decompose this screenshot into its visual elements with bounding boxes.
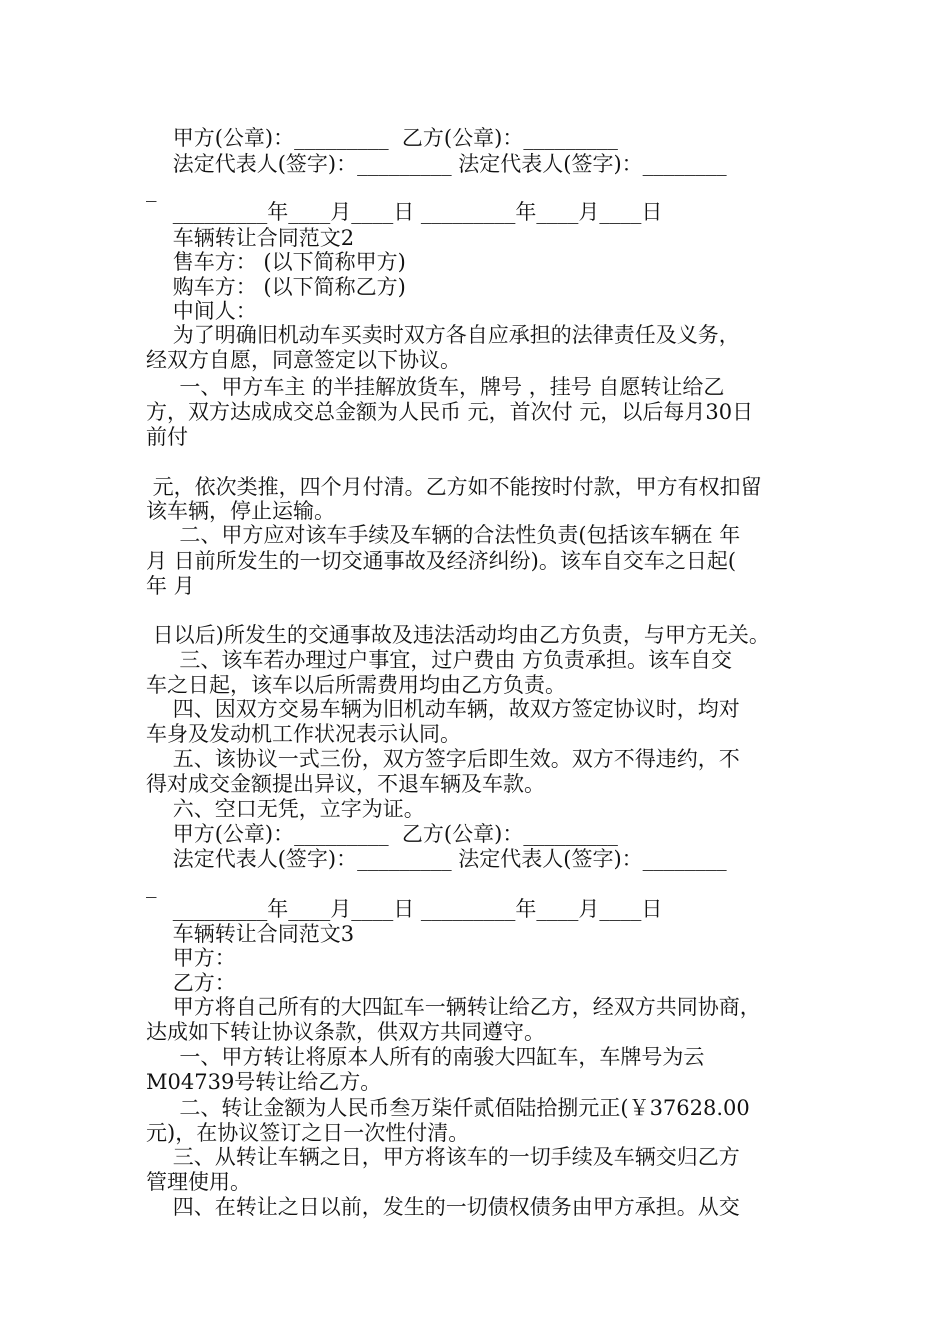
section-title-2: 车辆转让合同范文2 [146, 226, 355, 250]
section-title-3: 车辆转让合同范文3 [146, 922, 355, 946]
paragraph-line: 前付 [146, 425, 188, 449]
paragraph-line: 车身及发动机工作状况表示认同。 [146, 722, 461, 746]
intermediary-line: 中间人： [146, 299, 257, 323]
paragraph-line: 车之日起，该车以后所需费用均由乙方负责。 [146, 673, 566, 697]
date-line: _________年____月____日 _________年____月____日 [146, 897, 663, 921]
paragraph-line: 日以后)所发生的交通事故及违法活动均由乙方负责，与甲方无关。 [146, 623, 770, 647]
signature-line-overflow: _ [146, 178, 157, 202]
paragraph-line: 为了明确旧机动车买卖时双方各自应承担的法律责任及义务， [146, 323, 740, 347]
paragraph-line: 经双方自愿，同意签定以下协议。 [146, 348, 461, 372]
paragraph-line: 三、从转让车辆之日，甲方将该车的一切手续及车辆交归乙方 [146, 1145, 740, 1169]
paragraph-line: 一、甲方车主 的半挂解放货车，牌号 ，挂号 自愿转让给乙 [146, 375, 725, 399]
paragraph-line: 管理使用。 [146, 1170, 251, 1194]
date-line: _________年____月____日 _________年____月____日 [146, 200, 663, 224]
party-a-line: 甲方： [146, 946, 236, 970]
paragraph-line: 五、该协议一式三份，双方签字后即生效。双方不得违约，不 [146, 747, 740, 771]
paragraph-line: 六、空口无凭，立字为证。 [146, 797, 425, 821]
paragraph-line: 甲方将自己所有的大四缸车一辆转让给乙方，经双方共同协商， [146, 995, 761, 1019]
seller-line: 售车方： (以下简称甲方) [146, 250, 406, 274]
paragraph-line: 方，双方达成成交总金额为人民币 元，首次付 元，以后每月30日 [146, 400, 754, 424]
paragraph-line: 二、转让金额为人民币叁万柒仟贰佰陆拾捌元正(￥37628.00 [146, 1096, 750, 1120]
paragraph-line: 达成如下转让协议条款，供双方共同遵守。 [146, 1020, 545, 1044]
paragraph-line: M04739号转让给乙方。 [146, 1070, 382, 1094]
paragraph-line: 该车辆，停止运输。 [146, 499, 335, 523]
paragraph-line: 三、该车若办理过户事宜，过户费由 方负责承担。该车自交 [146, 648, 733, 672]
signature-line-overflow: _ [146, 874, 157, 898]
party-b-line: 乙方： [146, 971, 236, 995]
paragraph-line: 得对成交金额提出异议，不退车辆及车款。 [146, 772, 545, 796]
signature-line-representatives: 法定代表人(签字)：_________ 法定代表人(签字)：________ [146, 152, 727, 176]
signature-line-party-a-b: 甲方(公章)：_________ 乙方(公章)：_________ [146, 126, 618, 150]
paragraph-line: 元)，在协议签订之日一次性付清。 [146, 1121, 470, 1145]
paragraph-line: 四、在转让之日以前，发生的一切债权债务由甲方承担。从交 [146, 1195, 740, 1219]
signature-line-representatives: 法定代表人(签字)：_________ 法定代表人(签字)：________ [146, 847, 727, 871]
paragraph-line: 四、因双方交易车辆为旧机动车辆，故双方签定协议时，均对 [146, 697, 740, 721]
buyer-line: 购车方： (以下简称乙方) [146, 275, 406, 299]
paragraph-line: 元，依次类推，四个月付清。乙方如不能按时付款，甲方有权扣留 [146, 475, 762, 499]
paragraph-line: 二、甲方应对该车手续及车辆的合法性负责(包括该车辆在 年 [146, 523, 741, 547]
paragraph-line: 月 日前所发生的一切交通事故及经济纠纷)。该车自交车之日起( [146, 549, 737, 573]
signature-line-party-a-b: 甲方(公章)：_________ 乙方(公章)：_________ [146, 822, 618, 846]
paragraph-line: 一、甲方转让将原本人所有的南骏大四缸车，车牌号为云 [146, 1045, 705, 1069]
paragraph-line: 年 月 [146, 574, 195, 598]
